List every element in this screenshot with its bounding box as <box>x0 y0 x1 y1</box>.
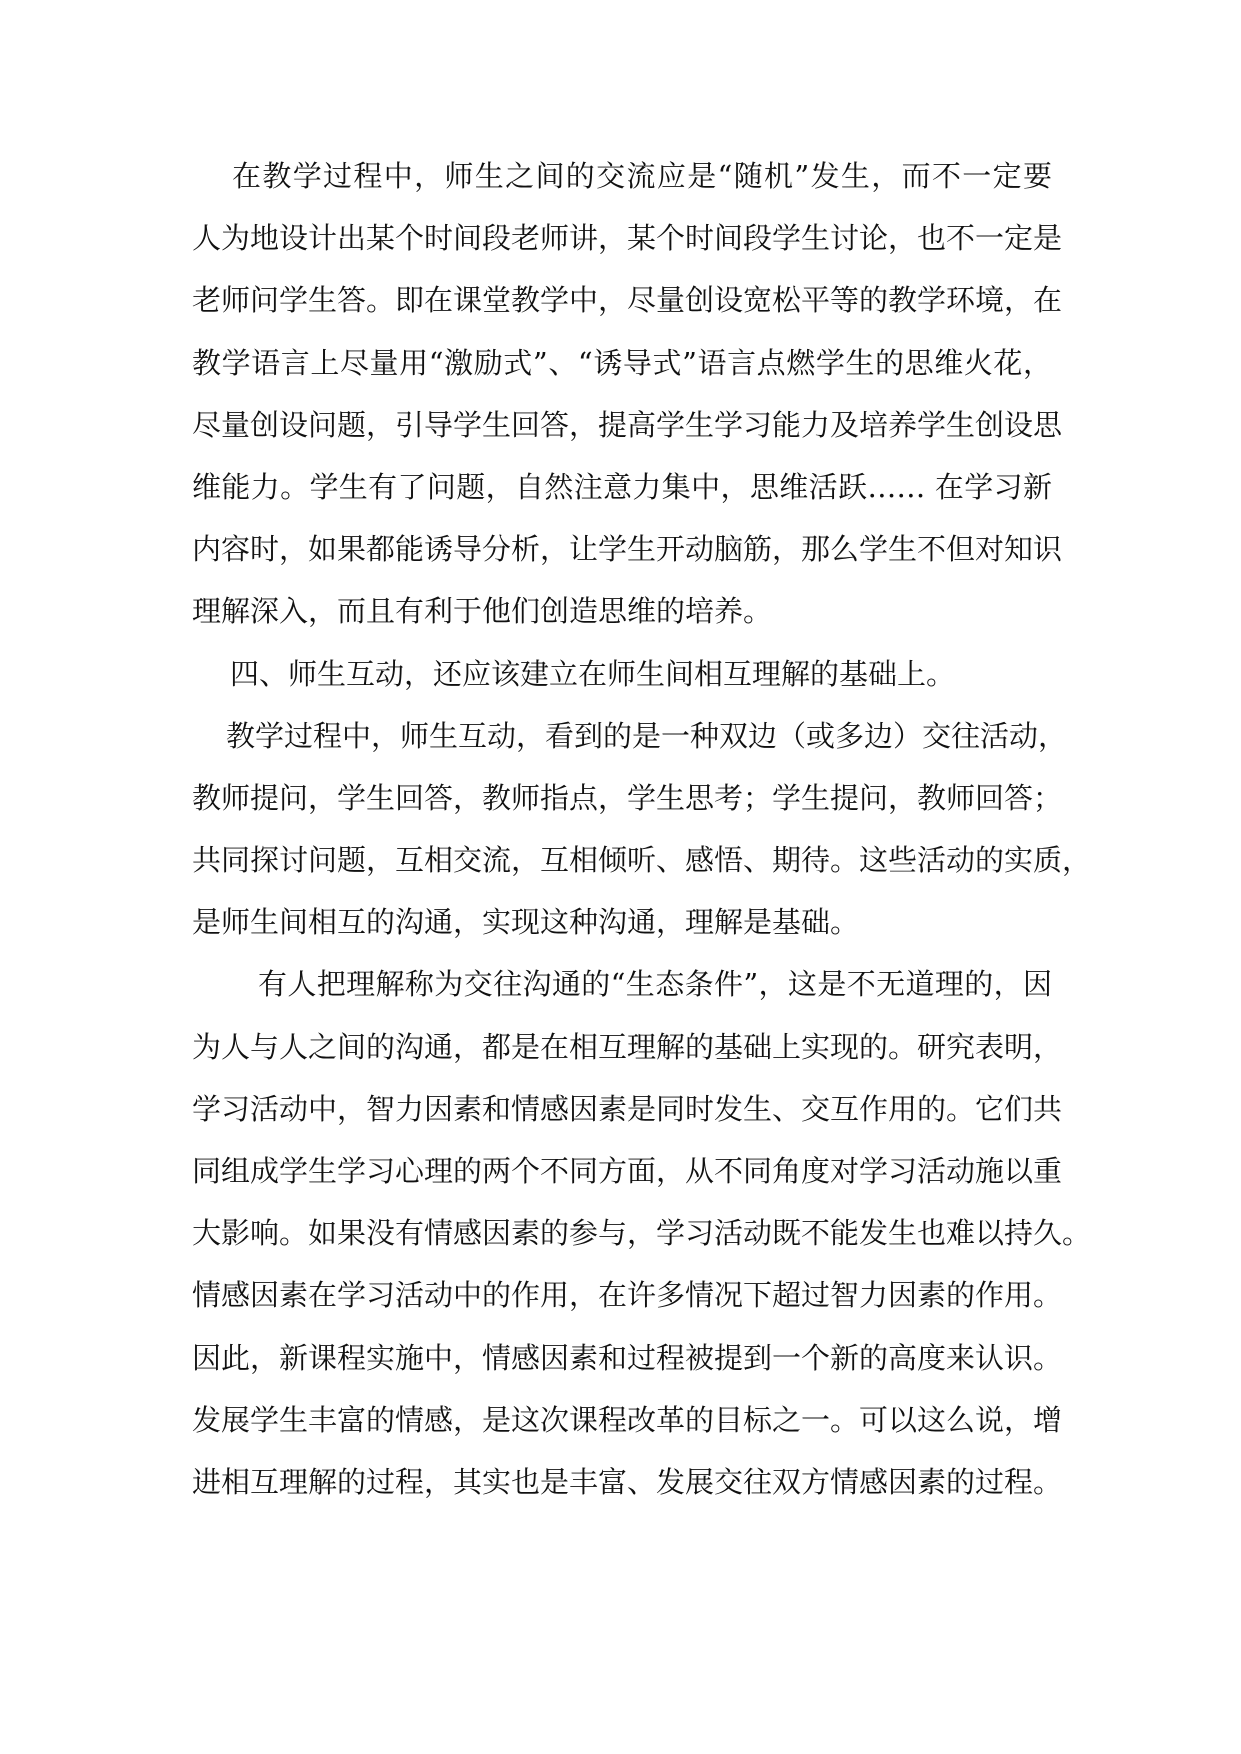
paragraph-2-line-2: 教师提问，学生回答，教师指点，学生思考；学生提问，教师回答； <box>192 780 1063 815</box>
paragraph-3-line-2: 为人与人之间的沟通，都是在相互理解的基础上实现的。研究表明， <box>192 1029 1063 1064</box>
paragraph-3-line-8: 发展学生丰富的情感，是这次课程改革的目标之一。可以这么说，增 <box>192 1402 1063 1437</box>
paragraph-3-line-1: 有人把理解称为交往沟通的“生态条件”，这是不无道理的，因 <box>258 967 1052 1002</box>
paragraph-2-line-4: 是师生间相互的沟通，实现这种沟通，理解是基础。 <box>192 905 860 940</box>
paragraph-1-line-6: 维能力。学生有了问题，自然注意力集中，思维活跃…… 在学习新 <box>192 469 1052 504</box>
body-text <box>192 156 1092 1524</box>
paragraph-1-line-2: 人为地设计出某个时间段老师讲，某个时间段学生讨论，也不一定是 <box>192 221 1063 256</box>
paragraph-3-line-6: 情感因素在学习活动中的作用，在许多情况下超过智力因素的作用。 <box>192 1278 1063 1313</box>
paragraph-2-line-1: 教学过程中，师生互动，看到的是一种双边（或多边）交往活动， <box>226 718 1068 753</box>
paragraph-3-line-3: 学习活动中，智力因素和情感因素是同时发生、交互作用的。它们共 <box>192 1091 1063 1126</box>
paragraph-1-line-3: 老师问学生答。即在课堂教学中，尽量创设宽松平等的教学环境，在 <box>192 283 1063 318</box>
paragraph-1-line-7: 内容时，如果都能诱导分析，让学生开动脑筋，那么学生不但对知识 <box>192 532 1063 567</box>
paragraph-3-line-9: 进相互理解的过程，其实也是丰富、发展交往双方情感因素的过程。 <box>192 1464 1063 1499</box>
paragraph-3-line-5: 大影响。如果没有情感因素的参与，学习活动既不能发生也难以持久。 <box>192 1216 1092 1251</box>
section-heading: 四、师生互动，还应该建立在师生间相互理解的基础上。 <box>230 656 956 691</box>
paragraph-1-line-5: 尽量创设问题，引导学生回答，提高学生学习能力及培养学生创设思 <box>192 407 1063 442</box>
paragraph-2-line-3: 共同探讨问题，互相交流，互相倾听、感悟、期待。这些活动的实质， <box>192 843 1092 878</box>
paragraph-3-line-4: 同组成学生学习心理的两个不同方面，从不同角度对学习活动施以重 <box>192 1154 1063 1188</box>
paragraph-3-line-7: 因此，新课程实施中，情感因素和过程被提到一个新的高度来认识。 <box>192 1340 1063 1375</box>
paragraph-1-line-1: 在教学过程中，师生之间的交流应是“随机”发生，而不一定要 <box>232 159 1052 193</box>
paragraph-1-line-8: 理解深入，而且有利于他们创造思维的培养。 <box>192 594 773 629</box>
paragraph-1-line-4: 教学语言上尽量用“激励式”、“诱导式”语言点燃学生的思维火花， <box>192 345 1052 380</box>
